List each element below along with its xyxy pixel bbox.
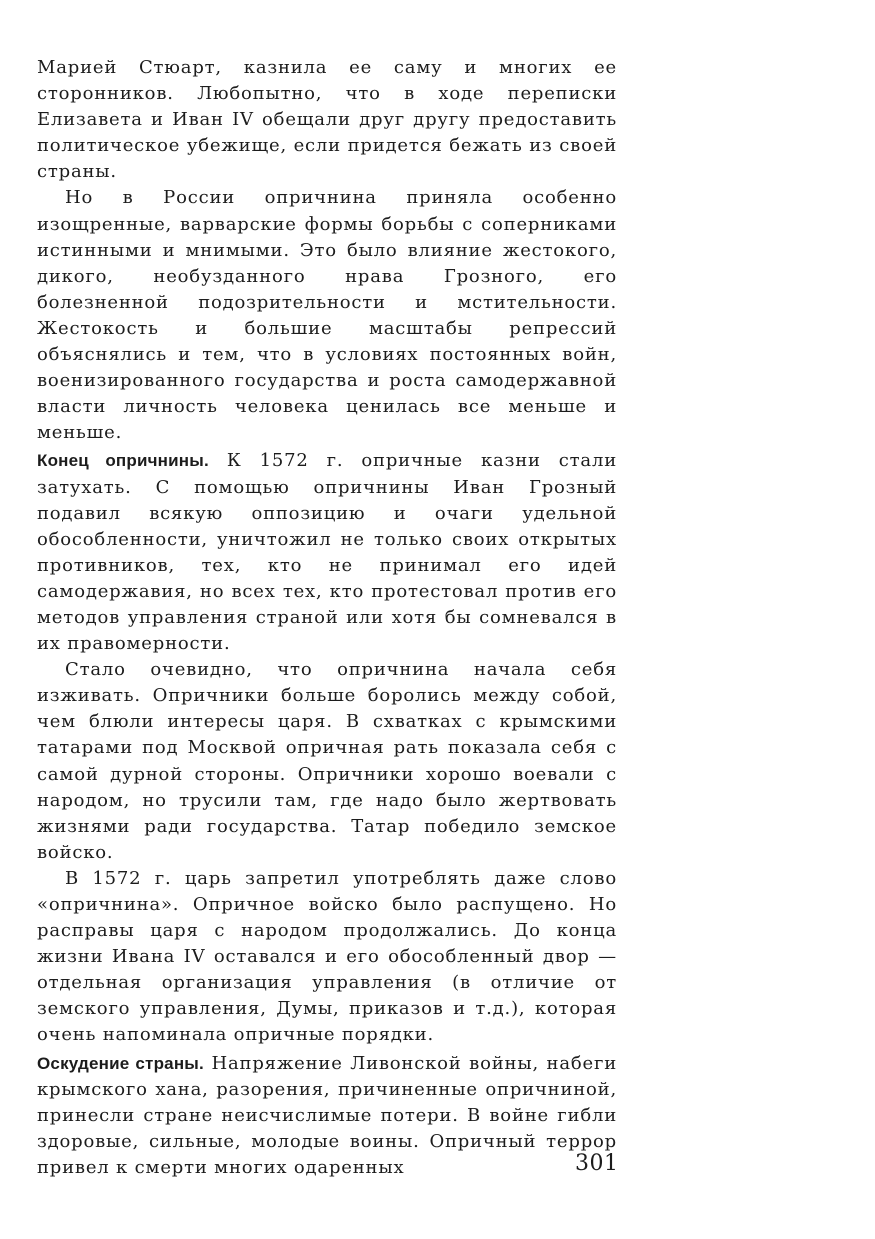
- paragraph-text: Стало очевидно, что опричнина начала себя изживать. Опричники больше боролись между собой, чем блюли интересы царя. В схватках с крымскими татарами под Москвой опричная рать показала себя с самой дурной стороны. Опричники хорошо воевали с народом, но трусили там, где надо было жертвовать жизнями ради государства. Татар победило земское войско.: [37, 659, 617, 863]
- paragraph-oprichnina-abolished: [37, 866, 617, 1049]
- section-end-of-oprichnina: [37, 448, 617, 657]
- paragraph-continuation: [37, 55, 617, 185]
- paragraph-text: В 1572 г. царь запретил употреблять даже слово «опричнина». Опричное войско было распущено. Но расправы царя с народом продолжались. До конца жизни Ивана IV оставался и его обособленный двор — отдельная организация управления (в отличие от земского управления, Думы, приказов и т.д.), которая очень напоминала опричные порядки.: [37, 867, 617, 1046]
- paragraph-oprichnina-cruelty: [37, 185, 617, 446]
- section-heading: Оскудение страны.: [37, 1053, 204, 1073]
- paragraph-text: К 1572 г. опричные казни стали затухать. С помощью опричнины Иван Грозный подавил всякую оппозицию и очаги удельной обособленности, уничтожил не только своих открытых противников, тех, кто не принимал его идей самодержавия, но всех тех, кто протестовал против его методов управления страной или хотя бы сомневался в их правомерности.: [37, 450, 617, 655]
- paragraph-text: Напряжение Ливонской войны, набеги крымского хана, разорения, причиненные опричниной, принесли стране неисчислимые потери. В войне гибли здоровые, сильные, молодые воины. Опричный террор привел к смерти многих одаренных: [37, 1052, 617, 1178]
- section-heading: Конец опричнины.: [37, 451, 209, 471]
- section-country-impoverishment: [37, 1051, 617, 1181]
- paragraph-text: Марией Стюарт, казнила ее саму и многих ее сторонников. Любопытно, что в ходе переписки Елизавета и Иван IV обещали друг другу предоставить политическое убежище, если придется бежать из своей страны.: [37, 57, 617, 183]
- page-number: 301: [575, 1151, 619, 1176]
- page-body: [37, 55, 617, 1181]
- paragraph-text: Но в России опричнина приняла особенно изощренные, варварские формы борьбы с соперниками истинными и мнимыми. Это было влияние жестокого, дикого, необузданного нрава Грозного, его болезненной подозрительности и мстительности. Жестокость и большие масштабы репрессий объяснялись и тем, что в условиях постоянных войн, военизированного государства и роста самодержавной власти личность человека ценилась все меньше и меньше.: [37, 187, 617, 444]
- paragraph-oprichnina-decline: [37, 657, 617, 866]
